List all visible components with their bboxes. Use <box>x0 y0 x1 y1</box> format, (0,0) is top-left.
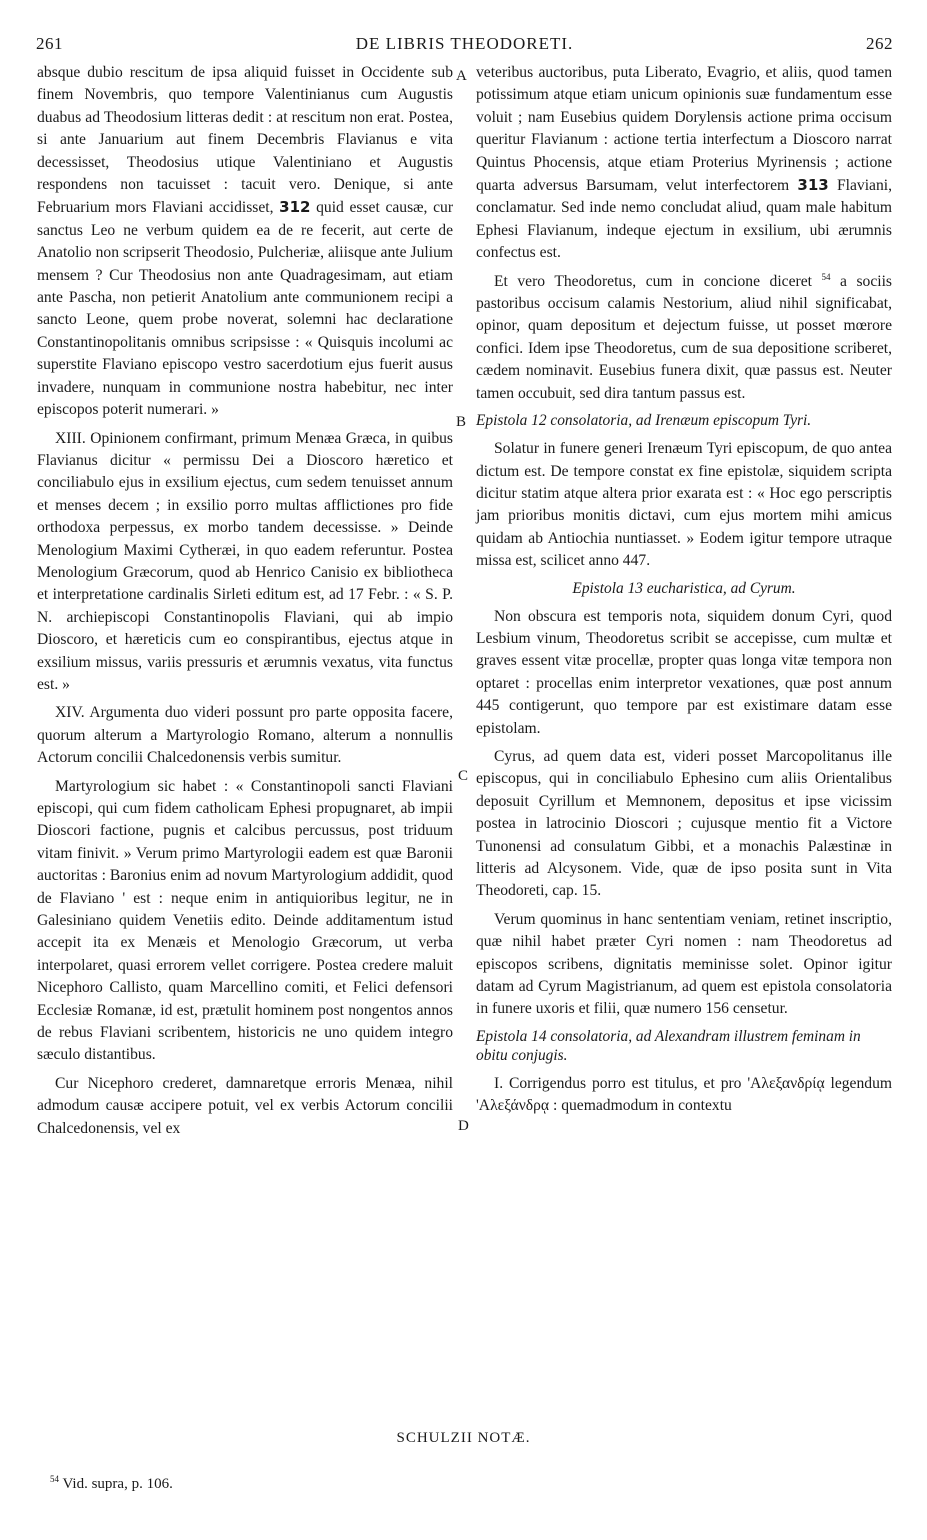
footnote <box>50 1476 173 1493</box>
page-number-left: 261 <box>36 34 63 53</box>
margin-letter-b: B <box>456 414 467 430</box>
running-title: DE LIBRIS THEODORETI. <box>355 34 574 53</box>
footnote-text: Vid. supra, p. 106. <box>62 1476 173 1492</box>
paragraph: Martyrologium sic habet : « Constantinopoli sancti Flaviani episcopi, qui cum fidem catholicam Ephesi propugnaret, ab impii Dioscori factione, pugnis et calcibus percussus, post triduum vitam finivit. » Verum primo Martyrologii eadem est quæ Baronii auctoritas : Baronius enim ad novum Martyrologium addidit, quod de Flaviano ' est : neque enim in antiquioribus legitur, ne in Galesiniano quidem Venetiis edito. Deinde additamentum istud accepit ita ex Menæis et Menologio Græcorum, ut verba interpolaret, quasi errorem vellet corrigere. Postea credere maluit Nicephoro Callisto, quam Marcellino comiti, et Felici defensori Ecclesiæ Romanæ, id est, prætulit hominem post nongentos annos de rebus Flaviani scribentem, historicis ne uno quidem integro sæculo distantibus. <box>37 777 453 1064</box>
paragraph: Et vero Theodoretus, cum in concione diceret $^{54}$ a sociis pastoribus occisum calamis Nestorium, aliud nihil significabat, opinor, quam depositum et dejectum fuisse, ut posset mœrore confici. Idem ipse Theodoretus, cum de sua depositione scriberet, cædem nominavit. Eusebius funera dixit, quæ passus est. Neuter tamen occubuit, sed dira tantum passus est. <box>476 271 892 402</box>
section-heading-epistola-12: Epistola 12 consolatoria, ad Irenæum episcopum Tyri. <box>476 412 812 430</box>
paragraph-xiii: XIII. Opinionem confirmant, primum Menæa Græca, in quibus Flavianus dicitur « permissu Dei a Dioscoro hæretico et conciliabulo ejus in exsilium ejectus, cum sedem tenuisset annum et menses decem ; in exsilio porro multas afflictiones pro fide orthodoxa perpessus, ex morbo tandem decessisse. » Deinde Menologium Maximi Cytheræi, in quo eadem referuntur. Postea Menologium Græcorum, quod ab Henrico Canisio ex bibliotheca et interpretatione cardinalis Sirleti editum est, ad 17 Febr. : « S. P. N. archiepiscopi Constantinopolis Flaviani, qui ab impio Dioscoro, et hæreticis cum eo conspirantibus, ejectus atque in exsilium missus, variis pressuris et ærumnis vexatus, vita functus est. » <box>37 429 453 693</box>
section-heading-epistola-14: Epistola 14 consolatoria, ad Alexandram illustrem feminam in obitu conjugis. <box>476 1027 861 1064</box>
margin-letter-d: D <box>458 1118 469 1134</box>
paragraph: Cyrus, ad quem data est, videri posset Marcopolitanus ille episcopus, qui in conciliabulo Ephesino cum aliis Orientalibus deposuit Cyrillum et Memnonem, depositus et ipse vicissim postea in latrocinio Dioscori ; cujusque mentio fit a Victore Tunonensi ad consulatum Gibbi, et a monachis Palæstinæ in litteris ad Alcysonem. Vide, quæ de ipso posita sunt in Vita Theodoreti, cap. 15. <box>476 747 892 900</box>
footnote-ref: 54 <box>821 271 831 282</box>
footnote-number: 54 <box>50 1474 59 1484</box>
paragraph: Non obscura est temporis nota, siquidem donum Cyri, quod Lesbium vinum, Theodoretus scribit se accepisse, cum multæ et graves essent vitæ procellæ, propter quas longa vitæ tempora non optaret : procellas enim interpretor vexationes, quæ post annum 445 contigerunt, quo tempore par est existimare datam esse epistolam. <box>476 607 892 737</box>
paragraph-xiv: XIV. Argumenta duo videri possunt pro parte opposita facere, quorum alterum a Martyrologio Romano, alterum a nonnullis Actorum concilii Chalcedonensis verbis sumitur. <box>37 704 453 767</box>
paragraph: I. Corrigendus porro est titulus, et pro 'Αλεξανδρίᾳ legendum 'Αλεξάνδρᾳ : quemadmodum in contextu <box>476 1074 892 1115</box>
section-heading-epistola-13: Epistola 13 eucharistica, ad Cyrum. <box>572 579 796 597</box>
right-column <box>476 62 892 1124</box>
margin-page-number: 312 <box>279 198 311 217</box>
margin-letter-c: C <box>458 768 469 784</box>
page-number-right: 262 <box>866 34 893 53</box>
margin-page-number: 313 <box>797 176 829 195</box>
paragraph: Solatur in funere generi Irenæum Tyri episcopum, de quo antea dictum est. De tempore constat ex fine epistolæ, siquidem scripta dicitur statim atque altera prior exarata est : « Hoc ego perscriptis jam prioribus monitis dictavi, cum ejus mortem mihi amicus quidam ab Antiochia nuntiasset. » Eodem igitur tempore utraque missa est, scilicet anno 447. <box>476 440 892 570</box>
left-column <box>37 62 453 1146</box>
paragraph: Cur Nicephoro crederet, damnaretque erroris Menæa, nihil admodum causæ accipere potuit, vel ex verbis Actorum concilii Chalcedonensis, vel ex <box>37 1074 453 1137</box>
notes-title: SCHULZII NOTÆ. <box>396 1430 531 1446</box>
paragraph: veteribus auctoribus, puta Liberato, Evagrio, et aliis, quod tamen potissimum atque etiam unicum opinionis suæ fundamentum esse voluit ; nam Eusebius quidem Dorylensis actione prima occisum queritur Flavianum : actione tertia interfectum a Dioscoro narrat Quintus Phocensis, atque etiam Proterius Myrinensis ; actione quarta adversus Barsumam, velut interfectorem 313 Flaviani, conclamatur. Sed inde nemo concludat aliud, quam male habitum Ephesi Flavianum, indeque ejectum in exsilium, ubi ærumnis confectus est. <box>476 64 892 262</box>
paragraph: absque dubio rescitum de ipsa aliquid fuisset in Occidente sub finem Novembris, quo tempore Valentinianus cum Augustis duabus ad Theodosium litteras dedit : at rescitum non erat. Postea, si ante Januarium aut finem Decembris Flavianus e vita decessisset, Theodosius utique Valentiniano et Augustis respondens non tacuisset : tacuit vero. Denique, si ante Februarium mors Flaviani accidisset, 312 quid esset causæ, cur sanctus Leo ne verbum quidem ea de re fecerit, aut certe de Anatolio non scripserit Theodosio, Pulcheriæ, aliisque ante Julium mensem ? Cur Theodosius non ante Quadragesimam, aut etiam ante Pascha, non petierit Anatolium ante communionem recipi a sancto Leone, quem probe noverat, solemni hac declaratione Constantinopolitanis omnibus scripsisse : « Quisquis incolumi ac superstite Flaviano episcopo vestro sacerdotium ejus fuerit ausus invadere, nunquam in communione nostra habebitur, nec inter episcopos poterit numerari. » <box>37 64 454 419</box>
paragraph: Verum quominus in hanc sententiam veniam, retinet inscriptio, quæ nihil habet præter Cyri nomen : nam Theodoretus ad episcopos scribens, dignitatis meminisse solet. Opinor igitur datam ad Cyrum Magistrianum, ad quem est epistola consolatoria in funere uxoris et filii, quæ numero 156 censetur. <box>476 910 892 1018</box>
margin-letter-a: A <box>456 68 467 84</box>
running-header <box>36 34 893 58</box>
